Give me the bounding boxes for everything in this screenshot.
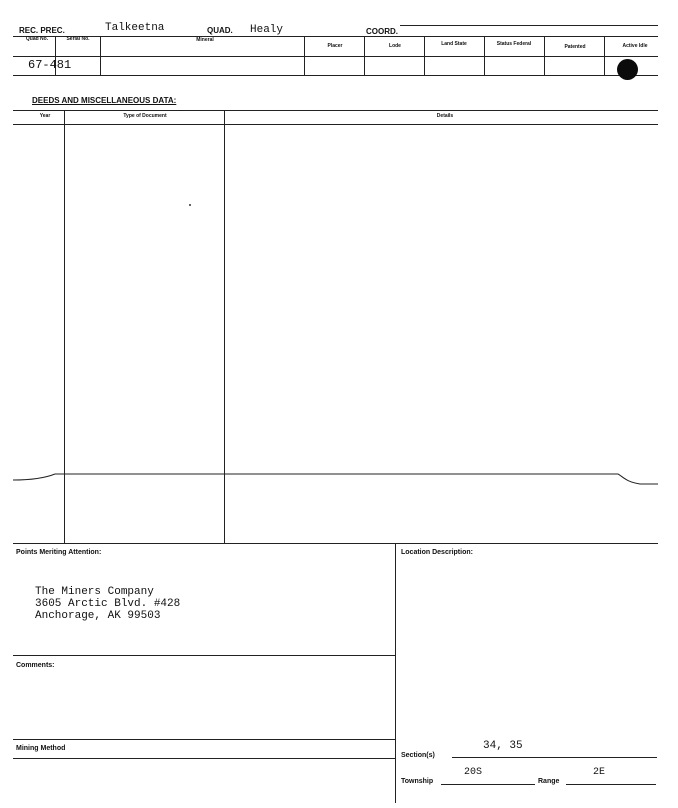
quad-label: QUAD. — [207, 26, 233, 35]
mining-label: Mining Method — [16, 745, 66, 752]
col-lode: Lode — [389, 43, 401, 49]
rec-prec-value: Talkeetna — [105, 22, 165, 34]
header-bottom-line — [13, 56, 658, 57]
points-line-1: The Miners Company — [35, 586, 154, 598]
col-active-idle: Active Idle — [622, 43, 648, 49]
col-divider-2 — [100, 36, 101, 75]
township-label: Township — [401, 778, 434, 785]
fold-crease — [0, 468, 678, 492]
range-value: 2E — [593, 767, 606, 778]
points-line-3: Anchorage, AK 99503 — [35, 610, 161, 622]
township-line — [441, 784, 535, 785]
rec-prec-label: REC. PREC. — [19, 26, 65, 35]
points-address — [35, 586, 180, 622]
sections-line — [452, 757, 657, 758]
points-label: Points Meriting Attention: — [16, 549, 102, 556]
township-value: 20S — [464, 767, 483, 778]
bottom-center-divider — [395, 543, 396, 803]
col-details: Details — [436, 113, 454, 119]
sections-label: Section(s) — [401, 752, 435, 759]
points-line-2: 3605 Arctic Blvd. #428 — [35, 598, 181, 610]
mining-bottom-line — [13, 758, 395, 759]
col-quad-no: Quad No. — [25, 36, 49, 42]
col-divider-5 — [424, 36, 425, 75]
deeds-bottom-line — [13, 543, 658, 544]
col-divider-8 — [604, 36, 605, 75]
location-label: Location Description: — [401, 549, 473, 556]
stray-dot — [189, 204, 191, 206]
row-bottom-line — [13, 75, 658, 76]
col-mineral: Mineral — [196, 37, 214, 43]
active-marker — [617, 59, 638, 80]
col-divider-7 — [544, 36, 545, 75]
deeds-top-line — [13, 110, 658, 111]
range-label: Range — [538, 778, 560, 785]
coord-line — [400, 25, 658, 26]
col-year: Year — [39, 113, 51, 119]
mining-top-line — [13, 739, 395, 740]
col-divider-3 — [304, 36, 305, 75]
range-line — [566, 784, 656, 785]
deeds-header-line — [13, 124, 658, 125]
table-top-line — [13, 36, 658, 37]
deeds-title: DEEDS AND MISCELLANEOUS DATA: — [32, 96, 177, 105]
comments-top-line — [13, 655, 395, 656]
quad-serial-value: 67-481 — [28, 58, 72, 72]
col-serial-no: Serial No. — [66, 36, 90, 42]
coord-label: COORD. — [366, 27, 398, 36]
col-divider-4 — [364, 36, 365, 75]
sections-value: 34, 35 — [483, 740, 523, 752]
col-divider-6 — [484, 36, 485, 75]
col-placer: Placer — [327, 43, 343, 49]
col-status-federal: Status Federal — [496, 41, 532, 47]
comments-label: Comments: — [16, 662, 55, 669]
col-type: Type of Document — [123, 113, 167, 119]
col-patented: Patented — [564, 44, 586, 50]
quad-value: Healy — [250, 24, 284, 36]
col-land-state: Land State — [441, 41, 467, 47]
